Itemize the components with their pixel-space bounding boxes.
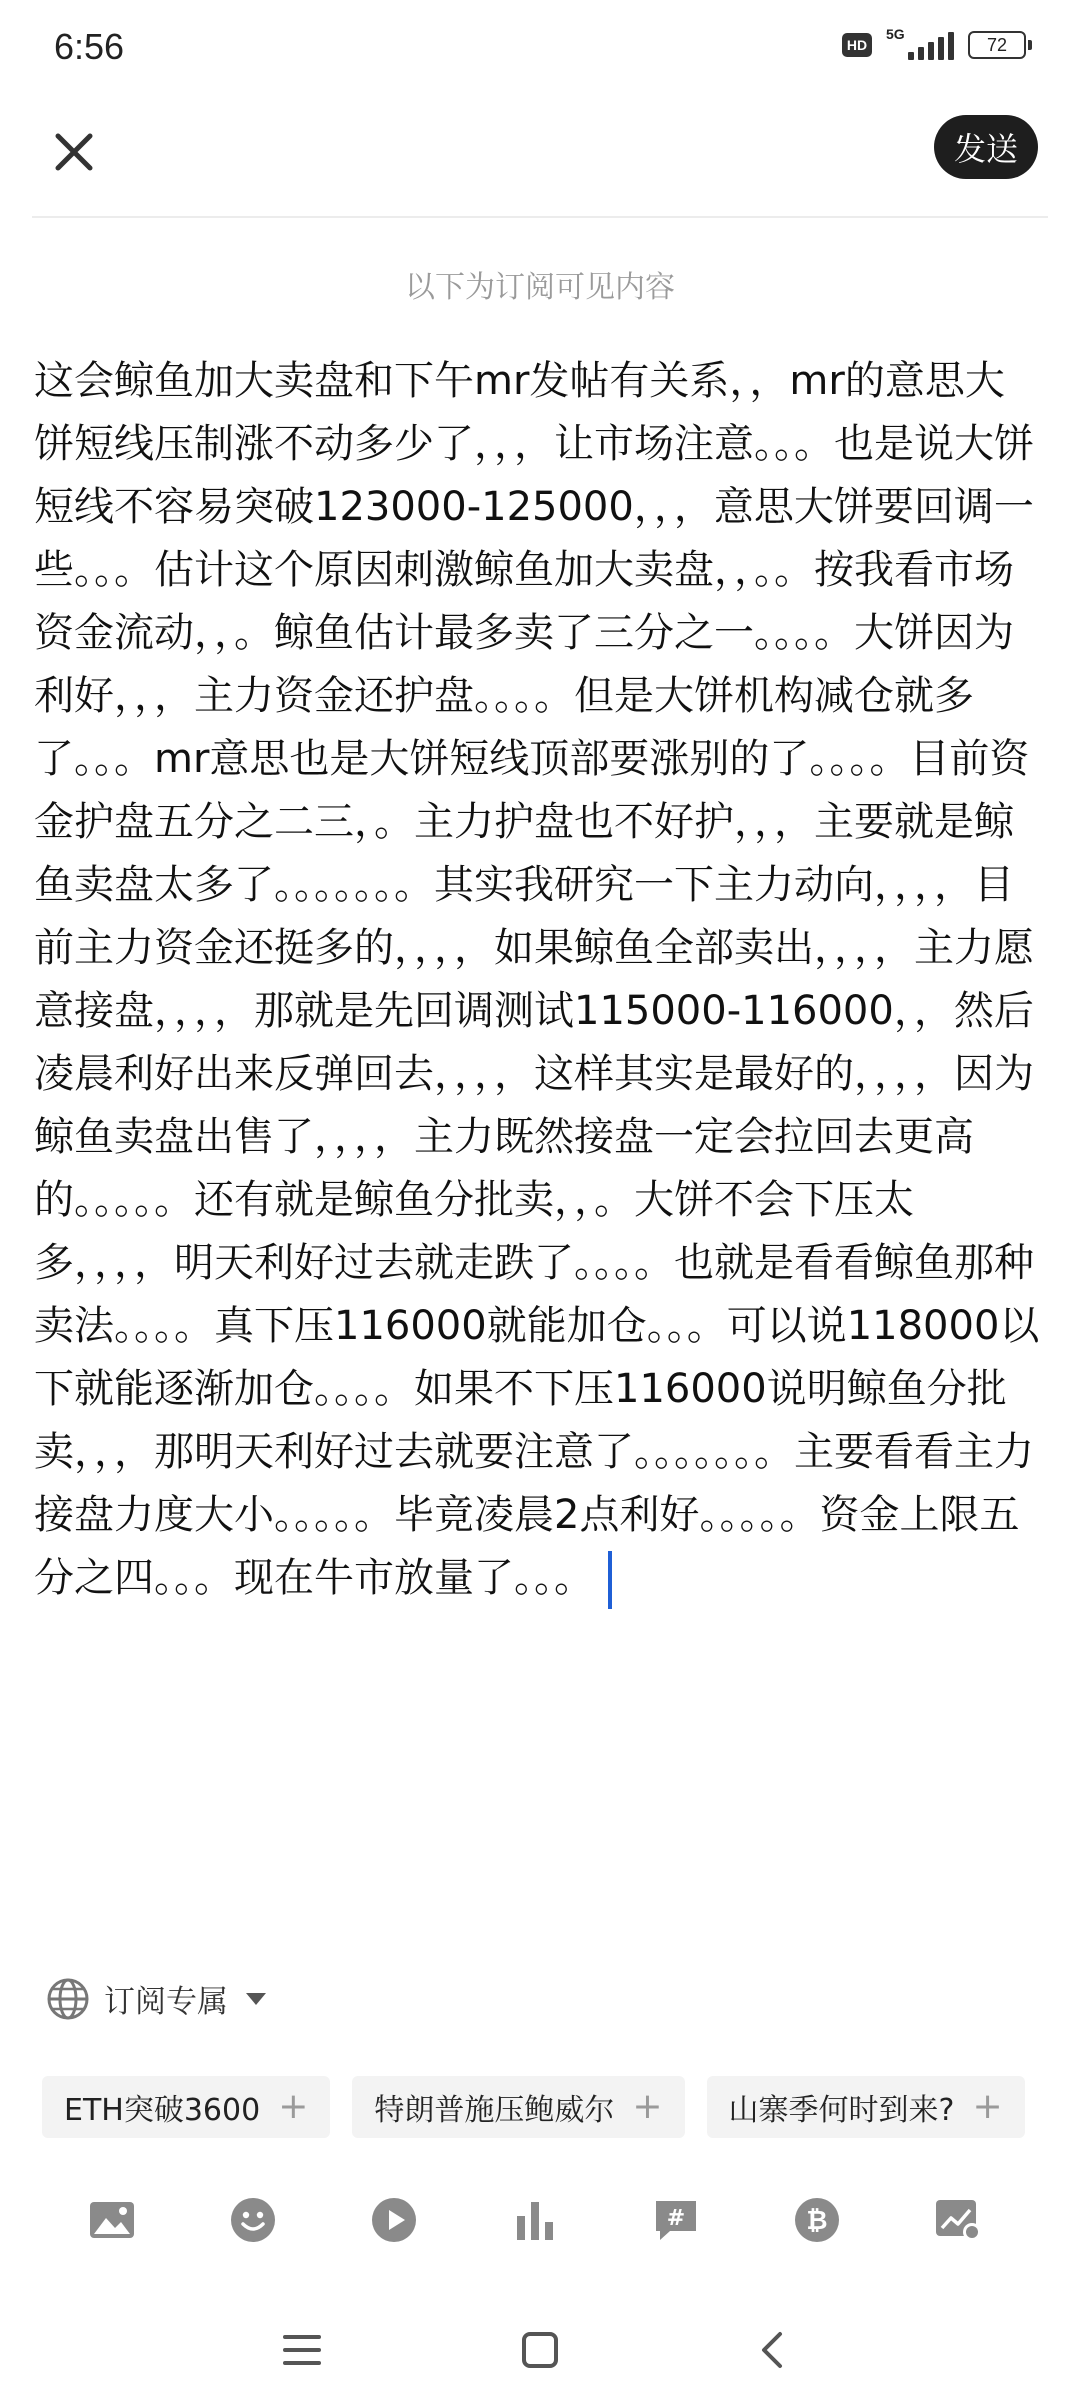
- network-type: 5G: [886, 26, 905, 42]
- plus-icon: +: [972, 2086, 1003, 2127]
- image-icon: [88, 2200, 136, 2240]
- text-cursor: [608, 1551, 612, 1609]
- post-editor[interactable]: [34, 350, 1044, 1610]
- home-square-icon: [521, 2331, 559, 2369]
- visibility-selector[interactable]: [46, 1976, 266, 2021]
- plus-icon: +: [632, 2086, 663, 2127]
- chevron-down-icon: [246, 1993, 266, 2005]
- insert-chart-button[interactable]: [505, 2190, 565, 2250]
- topic-chip[interactable]: [352, 2076, 684, 2138]
- hd-icon: HD: [842, 33, 872, 57]
- subscription-note: 以下为订阅可见内容: [405, 270, 675, 305]
- signal-icon: [886, 26, 954, 60]
- plus-icon: +: [278, 2086, 309, 2127]
- topic-chip[interactable]: [707, 2076, 1025, 2138]
- globe-icon: [46, 1977, 90, 2021]
- header-divider: [32, 216, 1048, 218]
- insert-video-button[interactable]: [364, 2190, 424, 2250]
- insert-coin-button[interactable]: [787, 2190, 847, 2250]
- close-icon: [54, 132, 94, 172]
- composer-toolbar: [0, 2180, 1080, 2260]
- topic-label: 山寨季何时到来?: [728, 2093, 955, 2128]
- status-icons: [842, 26, 1032, 60]
- battery-icon: [968, 31, 1032, 59]
- topic-label: ETH突破3600: [64, 2093, 261, 2128]
- back-nav-button[interactable]: [742, 2320, 802, 2380]
- insert-hashtag-button[interactable]: [646, 2190, 706, 2250]
- topic-label: 特朗普施压鲍威尔: [374, 2093, 615, 2128]
- insert-emoji-button[interactable]: [223, 2190, 283, 2250]
- menu-icon: [282, 2332, 322, 2368]
- battery-level: 72: [968, 31, 1026, 59]
- home-nav-button[interactable]: [510, 2320, 570, 2380]
- video-icon: [371, 2197, 417, 2243]
- topic-suggestions: [42, 2076, 1080, 2138]
- status-bar: [0, 0, 1080, 100]
- insert-trade-button[interactable]: [928, 2190, 988, 2250]
- topic-chip[interactable]: [42, 2076, 330, 2138]
- insert-image-button[interactable]: [82, 2190, 142, 2250]
- system-nav-bar: [0, 2300, 1080, 2400]
- menu-nav-button[interactable]: [272, 2320, 332, 2380]
- bitcoin-icon: [794, 2197, 840, 2243]
- emoji-icon: [230, 2197, 276, 2243]
- visibility-label: 订阅专属: [104, 1984, 228, 2020]
- status-time: 6:56: [54, 26, 125, 67]
- close-button[interactable]: [46, 124, 102, 180]
- trend-icon: [934, 2198, 982, 2242]
- svg-text:₿: ₿: [806, 2206, 828, 2236]
- send-button[interactable]: 发送: [934, 115, 1038, 179]
- post-body-text: 这会鲸鱼加大卖盘和下午mr发帖有关系，，mr的意思大饼短线压制涨不动多少了，，，让市场注意。。。也是说大饼短线不容易突破123000-125000，，，意思大饼要回调一些。。。估计这个原因刺激鲸鱼加大卖盘，，。。按我看市场资金流动，，。鲸鱼估计最多卖了三分之一。。。。大饼因为利好，，，主力资金还护盘。。。。但是大饼机构减仓就多了。。。mr意思也是大饼短线顶部要涨别的了。。。。目前资金护盘五分之二三，。主力护盘也不好护，，，主要就是鲸鱼卖盘太多了。。。。。。。其实我研究一下主力动向，，，，目前主力资金还挺多的，，，，如果鲸鱼全部卖出，，，，主力愿意接盘，，，，那就是先回调测试115000-116000，，然后凌晨利好出来反弹回去，，，，这样其实是最好的，，，，因为鲸鱼卖盘出售了，，，，主力既然接盘一定会拉回去更高的。。。。。还有就是鲸鱼分批卖，，。大饼不会下压太多，，，，明天利好过去就走跌了。。。。也就是看看鲸鱼那种卖法。。。。真下压116000就能加仓。。。可以说118000以下就能逐渐加仓。。。。如果不下压116000说明鲸鱼分批卖，，，那明天利好过去就要注意了。。。。。。。主要看看主力接盘力度大小。。。。。毕竟凌晨2点利好。。。。。资金上限五分之四。。。现在牛市放量了。。。: [34, 358, 1040, 1601]
- hashtag-icon: [652, 2197, 700, 2243]
- back-icon: [758, 2330, 786, 2370]
- svg-text:#: #: [666, 2206, 686, 2231]
- chart-icon: [513, 2198, 557, 2242]
